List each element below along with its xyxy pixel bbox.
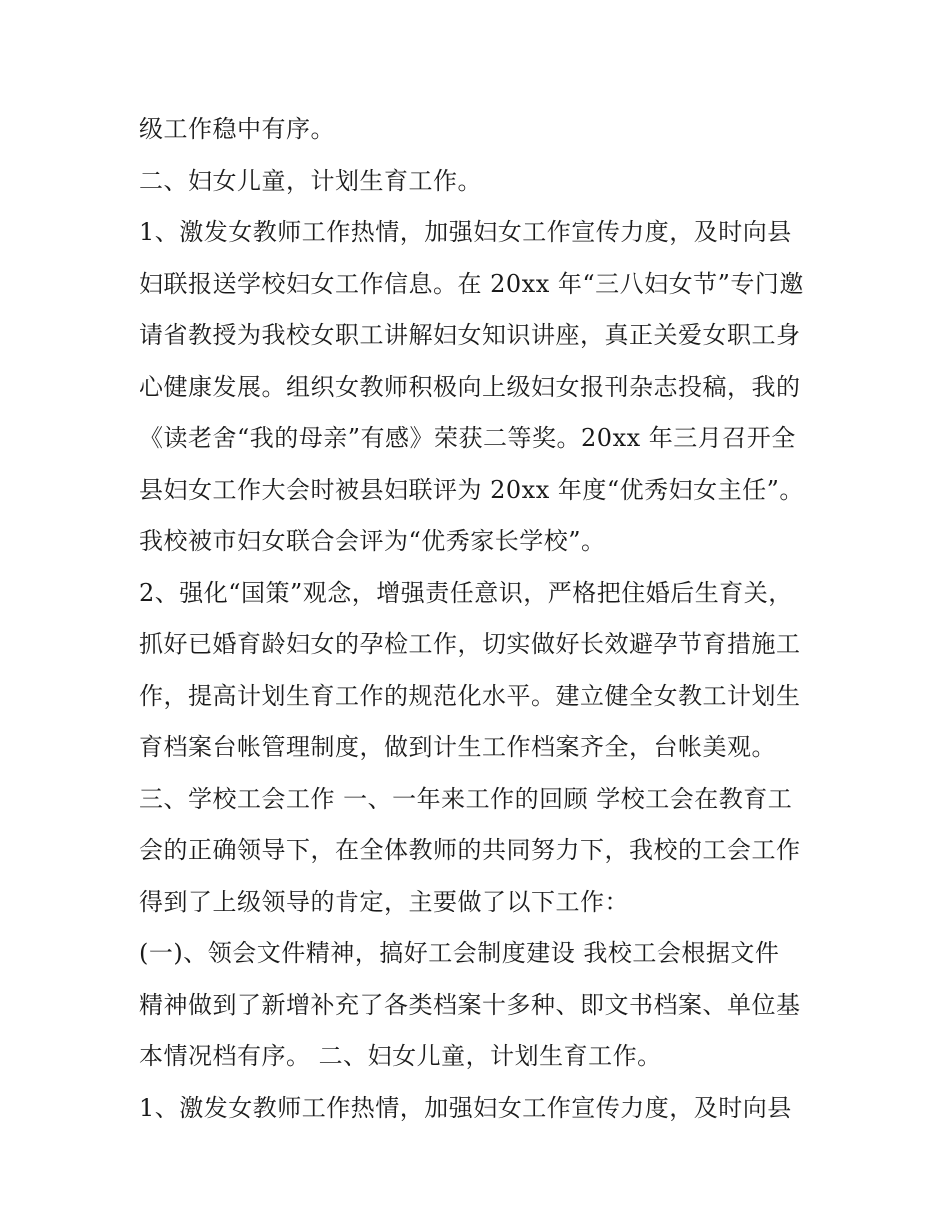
text-line: 妇联报送学校妇女工作信息。在 20xx 年“三八妇女节”专门邀 — [139, 269, 804, 298]
text-line: 作，提高计划生育工作的规范化水平。建立健全女教工计划生 — [139, 681, 801, 710]
text-line: 会的正确领导下，在全体教师的共同努力下，我校的工会工作 — [139, 836, 801, 864]
text-line: 心健康发展。组织女教师积极向上级妇女报刊杂志投稿，我的 — [139, 372, 801, 401]
text-line: 2、强化“国策”观念，增强责任意识，严格把住婚后生育关， — [139, 578, 793, 607]
text-line: 三、学校工会工作 一、一年来工作的回顾 学校工会在教育工 — [139, 784, 793, 813]
text-line: 得到了上级领导的肯定，主要做了以下工作： — [139, 887, 629, 916]
text-line: 《读老舍“我的母亲”有感》荣获二等奖。20xx 年三月召开全 — [139, 424, 796, 452]
text-line: 育档案台帐管理制度，做到计生工作档案齐全，台帐美观。 — [139, 733, 776, 761]
text-line: 县妇女工作大会时被县妇联评为 20xx 年度“优秀妇女主任”。 — [139, 475, 804, 504]
text-line: 二、妇女儿童，计划生育工作。 — [139, 166, 482, 195]
text-line: 1、激发女教师工作热情，加强妇女工作宣传力度，及时向县 — [139, 218, 792, 246]
text-line: 请省教授为我校女职工讲解妇女知识讲座，真正关爱女职工身 — [139, 321, 801, 349]
text-line: 抓好已婚育龄妇女的孕检工作，切实做好长效避孕节育措施工 — [139, 630, 801, 658]
text-line: (一)、领会文件精神，搞好工会制度建设 我校工会根据文件 — [139, 939, 780, 967]
document-body — [139, 104, 829, 1134]
text-line: 级工作稳中有序。 — [139, 115, 335, 143]
text-line: 我校被市妇女联合会评为“优秀家长学校”。 — [139, 527, 606, 555]
text-line: 本情况档有序。 二、妇女儿童，计划生育工作。 — [139, 1042, 662, 1070]
text-line: 1、激发女教师工作热情，加强妇女工作宣传力度，及时向县 — [139, 1093, 792, 1122]
text-line: 精神做到了新增补充了各类档案十多种、即文书档案、单位基 — [139, 990, 801, 1019]
